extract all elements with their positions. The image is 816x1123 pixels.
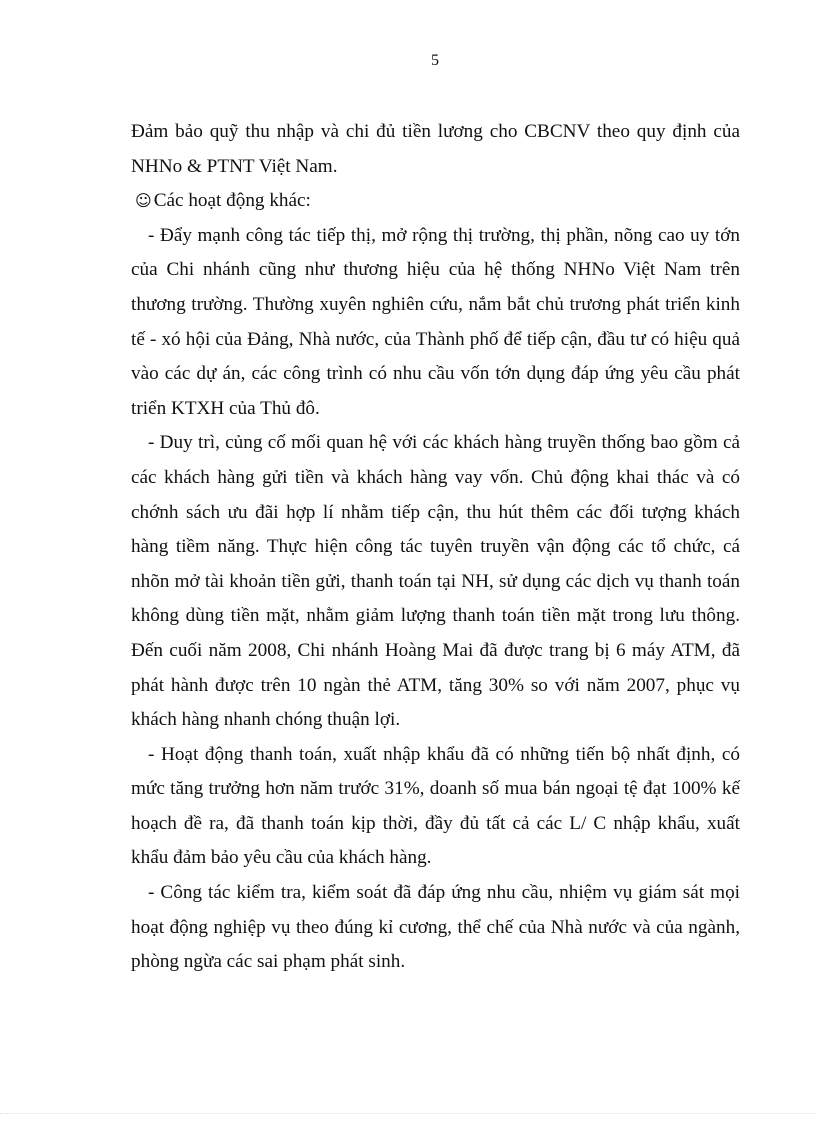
section-heading-text: Các hoạt động khác: [153,190,311,212]
page-number: 5 [431,52,439,69]
page-bottom-divider [0,1113,816,1114]
bullet-paragraph-payments: - Hoạt động thanh toán, xuất nhập khẩu đã có những tiến bộ nhất định, có mức tăng trưởng hơn năm trước 31%, doanh số mua bán ngoại tệ đạt 100% kế hoạch đề ra, đã thanh toán kịp thời, đầy đủ tất cả các L/ C nhập khẩu, xuất khẩu đảm bảo yêu cầu của khách hàng. [131,743,740,869]
bullet-paragraph-customers: - Duy trì, củng cố mối quan hệ với các khách hàng truyền thống bao gồm cả các khách hàng gửi tiền và khách hàng vay vốn. Chủ động khai thác và có chớnh sách ưu đãi hợp lí nhằm tiếp cận, thu hút thêm các đối tượng khách hàng tiềm năng. Thực hiện công tác tuyên truyền vận động các tổ chức, cá nhõn mở tài khoản tiền gửi, thanh toán tại NH, sử dụng các dịch vụ thanh toán không dùng tiền mặt, nhằm giảm lượng thanh toán tiền mặt trong lưu thông. Đến cuối năm 2008, Chi nhánh Hoàng Mai đã được trang bị 6 máy ATM, đã phát hành được trên 10 ngàn thẻ ATM, tăng 30% so với năm 2007, phục vụ khách hàng nhanh chóng thuận lợi. [131,432,740,731]
bullet-paragraph-marketing: - Đẩy mạnh công tác tiếp thị, mở rộng thị trường, thị phần, nõng cao uy tớn của Chi nhánh cũng như thương hiệu của hệ thống NHNo Việt Nam trên thương trường. Thường xuyên nghiên cứu, nắm bắt chủ trương phát triển kinh tế - xó hội của Đảng, Nhà nước, của Thành phố để tiếp cận, đầu tư có hiệu quả vào các dự án, các công trình có nhu cầu vốn tớn dụng đáp ứng yêu cầu phát triển KTXH của Thủ đô. [131,224,740,419]
section-heading [131,184,740,219]
bullet-paragraph-audit: - Công tác kiểm tra, kiểm soát đã đáp ứng nhu cầu, nhiệm vụ giám sát mọi hoạt động nghiệp vụ theo đúng kỉ cương, thể chế của Nhà nước và của ngành, phòng ngừa các sai phạm phát sinh. [131,882,740,973]
smiley-icon: ☺ [135,191,152,211]
intro-paragraph: Đảm bảo quỹ thu nhập và chi đủ tiền lương cho CBCNV theo quy định của NHNo & PTNT Việt Nam. [131,121,740,177]
document-body [131,115,740,980]
